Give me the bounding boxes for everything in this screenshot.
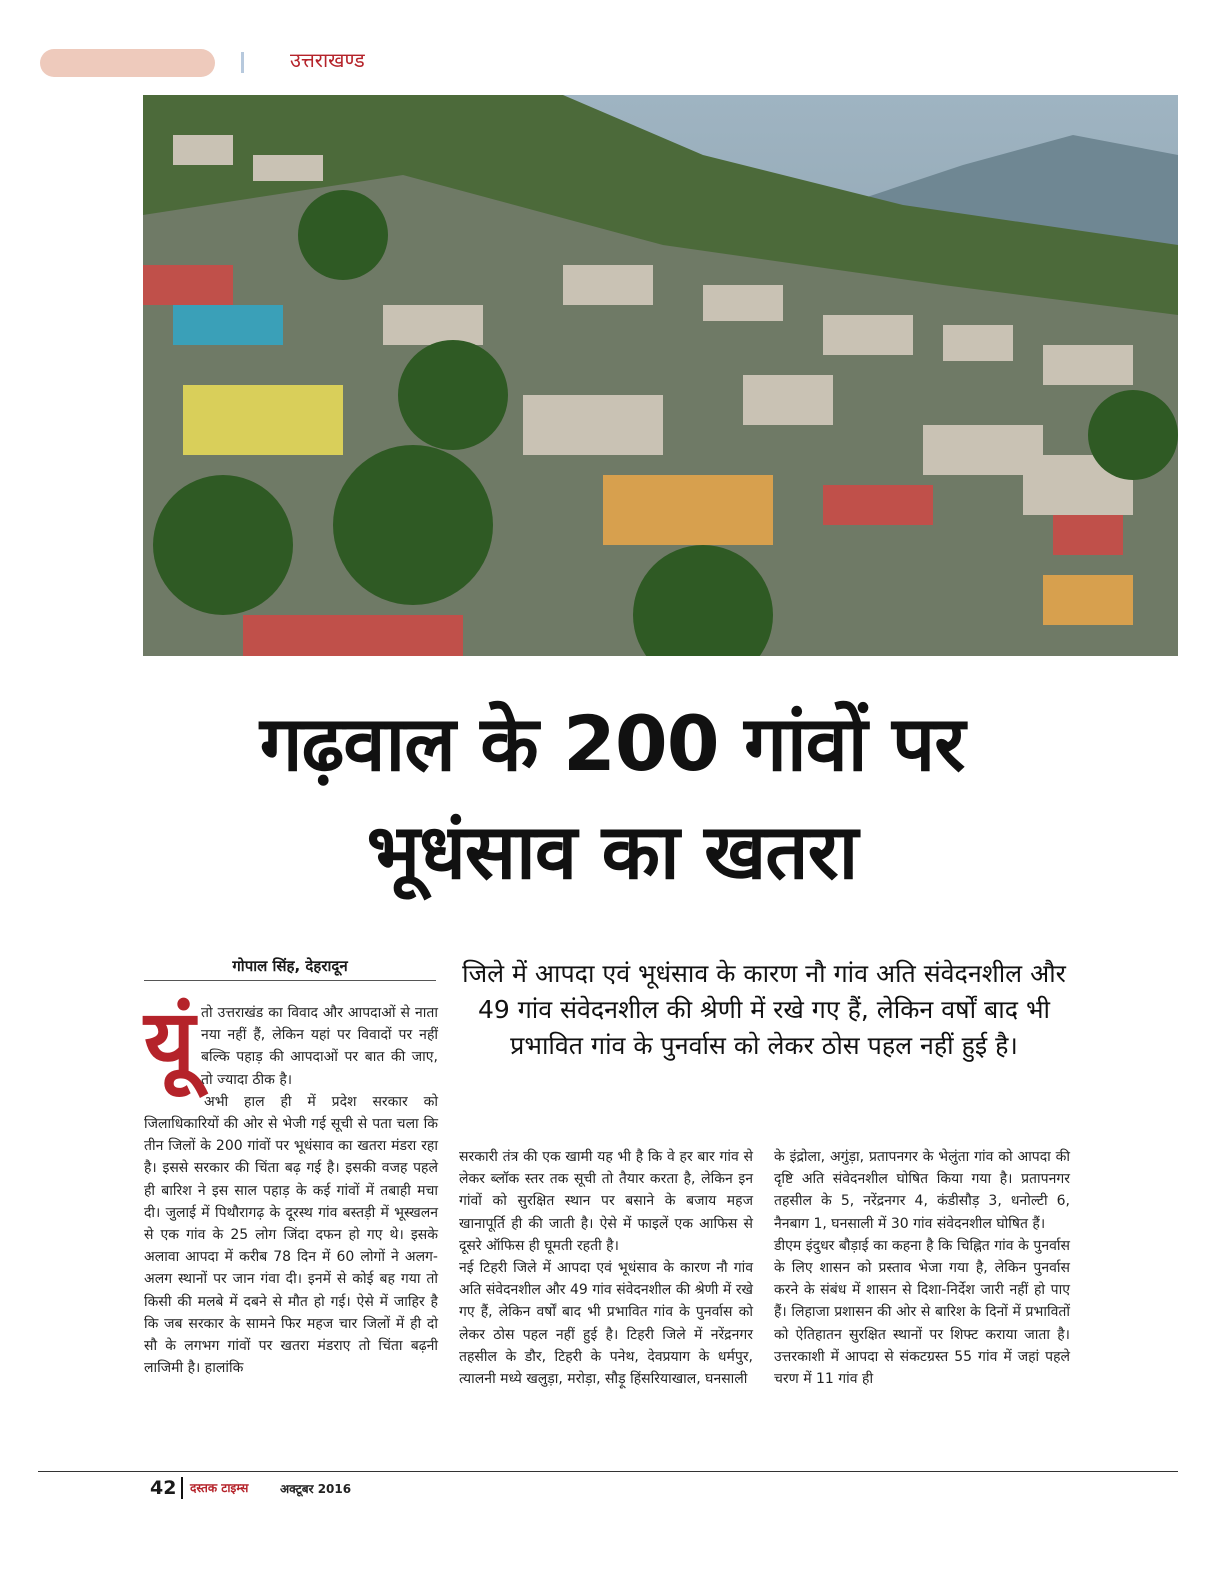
headline-line-2: भूधंसाव का खतरा [366, 807, 858, 896]
footer-rule [38, 1471, 1178, 1472]
column-1-body: अभी हाल ही में प्रदेश सरकार को जिलाधिकारियों की ओर से भेजी गई सूची से पता चला कि तीन जिलों के 200 गांवों पर भूधंसाव का खतरा मंडरा रहा है। इससे सरकार की चिंता बढ़ गई है। इसकी वजह पहले ही बारिश ने इस साल पहाड़ के कई गांवों में तबाही मचा दी। जुलाई में पिथौरागढ़ के दूरस्थ गांव बस्तड़ी में भूस्खलन से एक गांव के 25 लोग जिंदा दफन हो गए थे। इसके अलावा आपदा में करीब 78 दिन में 60 लोगों ने अलग- अलग स्थानों पर जान गंवा दी। इनमें से कोई बह गया तो किसी की मलबे में दबने से मौत हो गई। ऐसे में जाहिर है कि जब सरकार के सामने फिर महज चार जिलों में ही दो सौ के लगभग गांवों पर खतरा मंडराए तो चिंता बढ़नी लाजिमी है। हालांकि [144, 1093, 438, 1377]
footer-divider [181, 1477, 183, 1499]
column-3-paragraph-1: के इंद्रोला, अगुंड़ा, प्रतापनगर के भेलुंता गांव को आपदा की दृष्टि अति संवेदनशील घोषित किया गया है। प्रतापनगर तहसील के 5, नरेंद्रनगर 4, कंडीसौड़ 3, धनोल्टी 6, नैनबाग 1, घनसाली में 30 गांव संवेदनशील घोषित हैं। [774, 1149, 1070, 1232]
header-divider [241, 52, 244, 73]
pull-quote: जिले में आपदा एवं भूधंसाव के कारण नौ गांव अति संवेदनशील और 49 गांव संवेदनशील की श्रेणी में रखे गए हैं, लेकिन वर्षों बाद भी प्रभावित गांव के पुनर्वास को लेकर ठोस पहल नहीं हुई है। [462, 959, 1066, 1060]
column-1-intro: तो उत्तराखंड का विवाद और आपदाओं से नाता नया नहीं हैं, लेकिन यहां पर विवादों पर नहीं बल्कि पहाड़ की आपदाओं पर बात की जाए, तो ज्यादा ठीक है। [201, 1005, 438, 1088]
section-tab-pill [40, 49, 215, 77]
magazine-name: दस्तक टाइम्स [190, 1481, 249, 1495]
headline [120, 690, 1104, 906]
column-3-paragraph-2: डीएम इंदुधर बौड़ाई का कहना है कि चिह्नित गांव के पुनर्वास के लिए शासन को प्रस्ताव भेजा गया है, लेकिन पुनर्वास करने के संबंध में शासन से दिशा-निर्देश जारी नहीं हो पाए हैं। लिहाजा प्रशासन की ओर से बारिश के दिनों में प्रभावितों को ऐतिहातन सुरक्षित स्थानों पर शिफ्ट कराया जाता है। उत्तरकाशी में आपदा से संकटग्रस्त 55 गांव में जहां पहले चरण में 11 गांव ही [774, 1237, 1070, 1388]
hillside-town-photo [143, 95, 1178, 656]
page-number: 42 [150, 1477, 177, 1499]
byline-rule [144, 980, 436, 981]
headline-line-1: गढ़वाल के 200 गांवों पर [259, 699, 965, 788]
byline: गोपाल सिंह, देहरादून [232, 957, 348, 975]
article-column-1 [144, 990, 438, 1379]
section-label: उत्तराखण्ड [290, 48, 365, 72]
article-column-2 [459, 1146, 753, 1390]
column-2-paragraph-1: सरकारी तंत्र की एक खामी यह भी है कि वे हर बार गांव से लेकर ब्लॉक स्तर तक सूची तो तैयार करता है, लेकिन इन गांवों को सुरक्षित स्थान पर बसाने के बजाय महज खानापूर्ति ही की जाती है। ऐसे में फाइलें एक आफिस से दूसरे ऑफिस ही घूमती रहती है। [459, 1149, 753, 1254]
column-2-paragraph-2: नई टिहरी जिले में आपदा एवं भूधंसाव के कारण नौ गांव अति संवेदनशील और 49 गांव संवेदनशील की श्रेणी में रखे गए हैं, लेकिन वर्षों बाद भी प्रभावित गांव के पुनर्वास को लेकर ठोस पहल नहीं हुई है। टिहरी जिले में नरेंद्रनगर तहसील के डौर, टिहरी के पनेथ, देवप्रयाग के धर्मपुर, त्यालनी मध्ये खलुड़ा, मरोड़ा, सौड़ू हिंसरियाखाल, घनसाली [459, 1260, 753, 1388]
issue-date: अक्टूबर 2016 [280, 1482, 352, 1496]
drop-cap: यूं [144, 990, 196, 1093]
article-column-3 [774, 1146, 1070, 1390]
